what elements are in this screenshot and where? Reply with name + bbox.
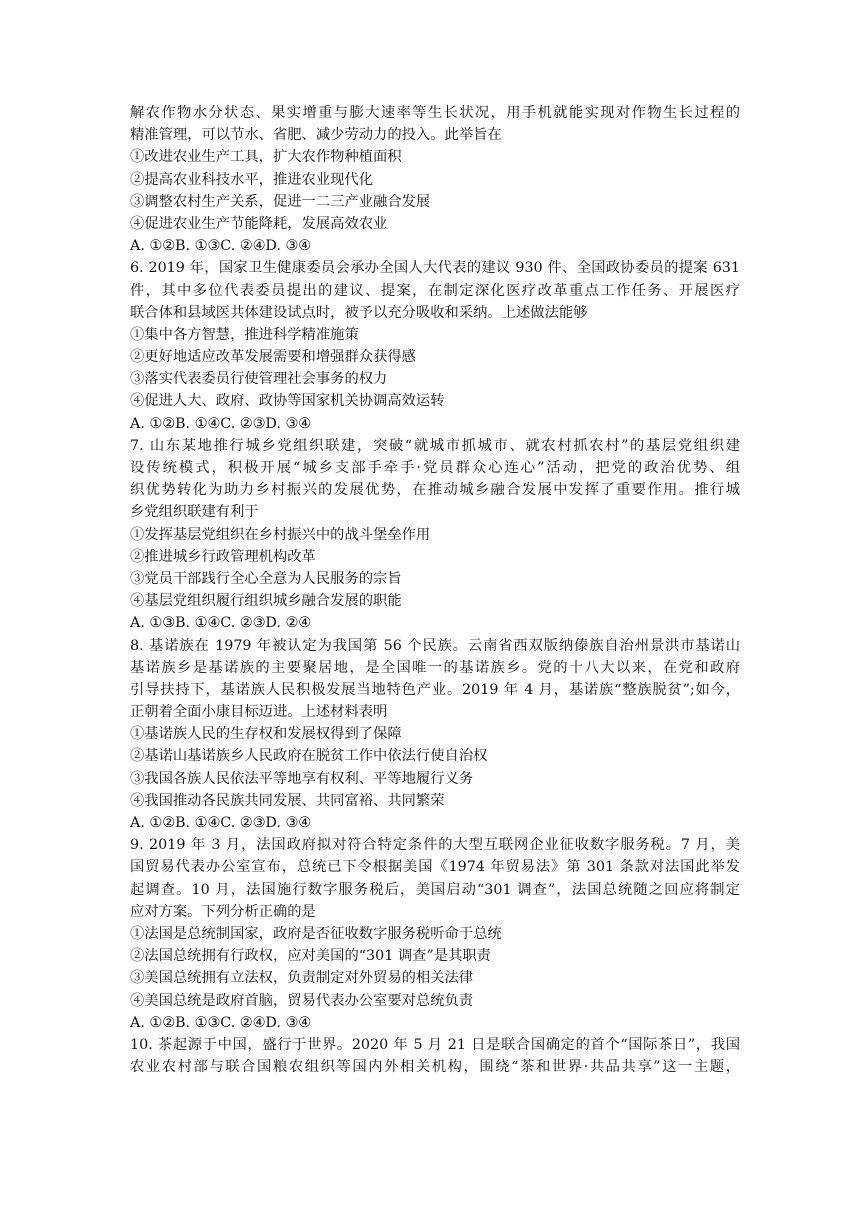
text-line: A. ①③B. ①④C. ②③D. ②④ (130, 615, 312, 632)
text-line: ④美国总统是政府首脑，贸易代表办公室要对总统负责 (130, 992, 474, 1009)
text-line: 联合体和县域医共体建设试点时，被予以充分吸收和采纳。上述做法能够 (130, 304, 588, 321)
text-line: 8. 基诺族在 1979 年被认定为我国第 56 个民族。云南省西双版纳傣族自治州景洪市基诺山 (130, 637, 740, 654)
text-line: ②推进城乡行政管理机构改革 (130, 548, 316, 565)
document-page (130, 102, 740, 1078)
text-line: ③我国各族人民依法平等地享有权利、平等地履行义务 (130, 770, 474, 787)
text-line: 引导扶持下，基诺族人民积极发展当地特色产业。2019 年 4 月，基诺族“整族脱贫”;如今， (130, 681, 740, 698)
text-line: 解农作物水分状态、果实增重与膨大速率等生长状况，用手机就能实现对作物生长过程的 (130, 105, 740, 121)
text-line: 起调查。10 月，法国施行数字服务税后，美国启动“301 调查”，法国总统随之回应将制定 (130, 881, 740, 898)
text-line: ②更好地适应改革发展需要和增强群众获得感 (130, 349, 416, 366)
text-line: ④促进农业生产节能降耗，发展高效农业 (130, 215, 388, 232)
text-line: A. ①②B. ①③C. ②④D. ③④ (130, 238, 312, 255)
text-line: ③党员干部践行全心全意为人民服务的宗旨 (130, 570, 402, 587)
text-line: 7. 山东某地推行城乡党组织联建，突破“就城市抓城市、就农村抓农村”的基层党组织建 (130, 437, 740, 454)
text-line: 设传统模式，积极开展“城乡支部手牵手·党员群众心连心”活动，把党的政治优势、组 (130, 460, 740, 476)
text-line: ③美国总统拥有立法权，负责制定对外贸易的相关法律 (130, 970, 474, 987)
text-line: 基诺族乡是基诺族的主要聚居地，是全国唯一的基诺族乡。党的十八大以来，在党和政府 (130, 659, 740, 676)
text-line: ①发挥基层党组织在乡村振兴中的战斗堡垒作用 (130, 526, 431, 543)
text-line: 件，其中多位代表委员提出的建议、提案，在制定深化医疗改革重点工作任务、开展医疗 (130, 282, 740, 299)
text-line: ③调整农村生产关系，促进一二三产业融合发展 (130, 193, 431, 210)
text-line: 6. 2019 年，国家卫生健康委员会承办全国人大代表的建议 930 件、全国政协委员的提案 631 (130, 260, 740, 277)
text-line: ①法国是总统制国家，政府是否征收数字服务税听命于总统 (130, 925, 502, 942)
text-line: ③落实代表委员行使管理社会事务的权力 (130, 371, 388, 388)
text-line: A. ①②B. ①④C. ②③D. ③④ (130, 415, 312, 432)
text-line: 9. 2019 年 3 月，法国政府拟对符合特定条件的大型互联网企业征收数字服务税。7 月，美 (130, 837, 740, 854)
text-line: ①改进农业生产工具，扩大农作物种植面积 (130, 149, 402, 166)
text-line: 农业农村部与联合国粮农组织等国内外相关机构，围绕“茶和世界·共品共享”这一主题， (130, 1059, 740, 1076)
text-line: 乡党组织联建有利于 (130, 504, 259, 521)
text-line: ④基层党组织履行组织城乡融合发展的职能 (130, 593, 402, 610)
text-line: ②法国总统拥有行政权，应对美国的“301 调查”是其职责 (130, 948, 491, 965)
text-line: 10. 茶起源于中国，盛行于世界。2020 年 5 月 21 日是联合国确定的首个“国际茶日”，我国 (130, 1036, 740, 1053)
text-line: A. ①②B. ①④C. ②③D. ③④ (130, 815, 312, 831)
text-line: ②提高农业科技水平，推进农业现代化 (130, 171, 374, 188)
text-line: ②基诺山基诺族乡人民政府在脱贫工作中依法行使自治权 (130, 748, 488, 765)
text-line: 织优势转化为助力乡村振兴的发展优势，在推动城乡融合发展中发挥了重要作用。推行城 (130, 482, 740, 499)
text-line: ①基诺族人民的生存权和发展权得到了保障 (130, 726, 402, 743)
text-line: 正朝着全面小康目标迈进。上述材料表明 (130, 704, 388, 721)
text-line: 应对方案。下列分析正确的是 (130, 903, 316, 920)
text-line: ①集中各方智慧，推进科学精准施策 (130, 326, 359, 343)
text-line: 精准管理，可以节水、省肥、减少劳动力的投入。此举旨在 (130, 127, 502, 144)
text-line: 国贸易代表办公室宣布，总统已下令根据美国《1974 年贸易法》第 301 条款对法国此举发 (130, 859, 740, 876)
text-line: ④促进人大、政府、政协等国家机关协调高效运转 (130, 393, 445, 410)
text-line: A. ①②B. ①③C. ②④D. ③④ (130, 1014, 312, 1031)
text-line: ④我国推动各民族共同发展、共同富裕、共同繁荣 (130, 792, 445, 809)
